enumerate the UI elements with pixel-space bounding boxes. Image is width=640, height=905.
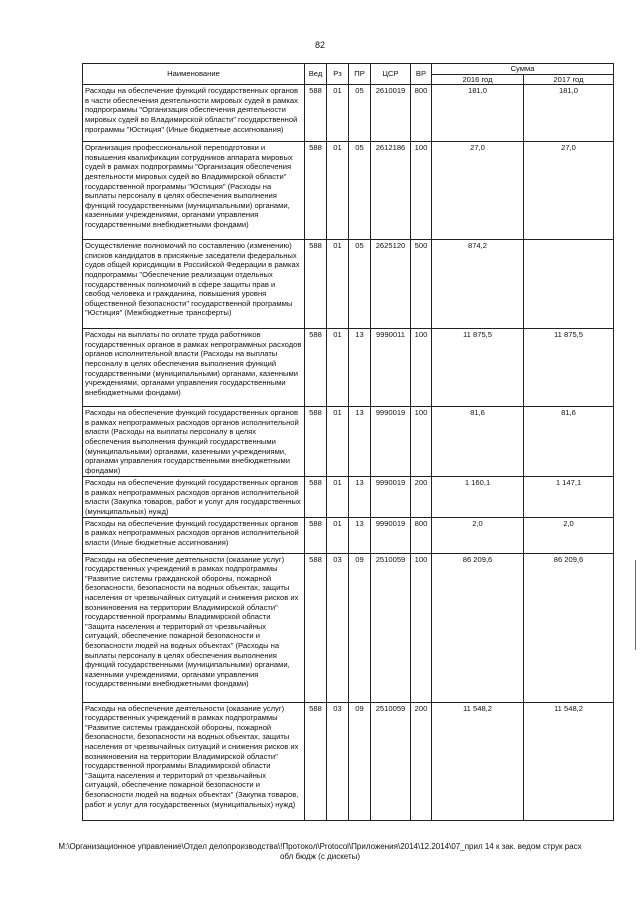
row-rz: 01: [327, 240, 349, 329]
row-rz: 01: [327, 407, 349, 477]
row-amount-2017: 86 209,6: [524, 553, 614, 702]
table-row: [83, 477, 614, 517]
page-number: 82: [314, 40, 325, 50]
row-name: Расходы на обеспечение деятельности (оказание услуг) государственных учреждений в рамках подпрограммы "Развитие системы гражданской обороны, пожарной безопасности, безопасности на водных объектах, защиты населения от чрезвычайных ситуаций и снижения рисков их возникновения на территории Владимирской области" государственной программы Владимирской области "Защита населения и территорий от чрезвычайных ситуаций, обеспечение пожарной безопасности и безопасности людей на водных объектах" (Расходы на выплаты персоналу в целях обеспечения выполнения функций государственными (муниципальными) органами, казенными учреждениями, органами управления государственными внебюджетными фондами): [83, 553, 305, 702]
row-csr: 9990011: [371, 329, 411, 407]
row-name: Расходы на обеспечение функций государственных органов в рамках непрограммных расходов органов исполнительной власти (Иные бюджетные ассигнования): [83, 517, 305, 553]
row-vr: 200: [411, 477, 432, 517]
row-amount-2016: 81,6: [432, 407, 524, 477]
row-amount-2017: 181,0: [524, 85, 614, 142]
row-amount-2016: 1 160,1: [432, 477, 524, 517]
row-vr: 800: [411, 85, 432, 142]
row-csr: 2610019: [371, 85, 411, 142]
row-amount-2016: 181,0: [432, 85, 524, 142]
header-vr: ВР: [411, 64, 432, 85]
row-pr: 09: [349, 702, 371, 820]
table-row: [83, 329, 614, 407]
row-amount-2017: 11 548,2: [524, 702, 614, 820]
row-ved: 588: [305, 329, 327, 407]
row-ved: 588: [305, 407, 327, 477]
header-year-2016: 2016 год: [432, 74, 524, 85]
table-row: [83, 240, 614, 329]
footer-line-1: M:\Организационное управление\Отдел делопроизводства\!Протокол\Protocol\Приложения\2014\12.2014\07_прил 14 к зак. ведом струк расх: [58, 842, 582, 851]
row-csr: 2510059: [371, 553, 411, 702]
row-vr: 100: [411, 142, 432, 240]
row-amount-2017: 2,0: [524, 517, 614, 553]
row-amount-2016: 86 209,6: [432, 553, 524, 702]
row-amount-2016: 27,0: [432, 142, 524, 240]
row-name: Расходы на обеспечение деятельности (оказание услуг) государственных учреждений в рамках подпрограммы "Развитие системы гражданской обороны, пожарной безопасности, безопасности на водных объектах, защиты населения от чрезвычайных ситуаций и снижения рисков их возникновения на территории Владимирской области" государственной программы Владимирской области "Защита населения и территорий от чрезвычайных ситуаций, обеспечение пожарной безопасности и безопасности людей на водных объектах" (Закупка товаров, работ и услуг для государственных (муниципальных) нужд): [83, 702, 305, 820]
row-amount-2016: 11 548,2: [432, 702, 524, 820]
row-pr: 05: [349, 240, 371, 329]
row-pr: 13: [349, 477, 371, 517]
row-ved: 588: [305, 240, 327, 329]
row-name: Расходы на выплаты по оплате труда работников государственных органов в рамках непрограммных расходов органов исполнительной власти (Расходы на выплаты персоналу в целях обеспечения выполнения функций государственными (муниципальными) органами, казенными учреждениями, органами управления государственными внебюджетными фондами): [83, 329, 305, 407]
row-name: Расходы на обеспечение функций государственных органов в части обеспечения деятельности мировых судей в рамках подпрограммы "Организация обеспечения деятельности мировых судей во Владимирской области" государственной программы "Юстиция" (Иные бюджетные ассигнования): [83, 85, 305, 142]
header-rz: Рз: [327, 64, 349, 85]
header-pr: ПР: [349, 64, 371, 85]
header-year-2017: 2017 год: [524, 74, 614, 85]
row-vr: 100: [411, 553, 432, 702]
row-csr: 2510059: [371, 702, 411, 820]
scan-edge-mark: [635, 560, 636, 650]
table-row: [83, 85, 614, 142]
file-path-footer: [40, 842, 600, 862]
table-row: [83, 702, 614, 820]
footer-line-2: обл бюдж (с дискеты): [279, 852, 361, 861]
row-pr: 13: [349, 517, 371, 553]
row-amount-2016: 11 875,5: [432, 329, 524, 407]
row-rz: 03: [327, 702, 349, 820]
row-ved: 588: [305, 702, 327, 820]
row-ved: 588: [305, 477, 327, 517]
row-rz: 01: [327, 477, 349, 517]
row-name: Организация профессиональной переподготовки и повышения квалификации сотрудников аппарата мировых судей в рамках подпрограммы "Организация обеспечения деятельности мировых судей во Владимирской области" государственной программы "Юстиция" (Расходы на выплаты персоналу в целях обеспечения выполнения функций государственными (муниципальными) органами, казенными учреждениями, органами управления государственными внебюджетными фондами): [83, 142, 305, 240]
row-amount-2017: [524, 240, 614, 329]
row-vr: 200: [411, 702, 432, 820]
row-name: Осуществление полномочий по составлению (изменению) списков кандидатов в присяжные заседатели федеральных судов общей юрисдикции в Российской Федерации в рамках подпрограммы "Обеспечение реализации отдельных государственных полномочий в сфере защиты прав и свобод человека и гражданина, повышения уровня общественной безопасности" государственной программы "Юстиция" (Межбюджетные трансферты): [83, 240, 305, 329]
row-amount-2017: 1 147,1: [524, 477, 614, 517]
row-pr: 05: [349, 85, 371, 142]
table-row: [83, 142, 614, 240]
row-ved: 588: [305, 85, 327, 142]
header-name: Наименование: [83, 64, 305, 85]
row-pr: 05: [349, 142, 371, 240]
row-rz: 01: [327, 517, 349, 553]
row-rz: 03: [327, 553, 349, 702]
row-pr: 09: [349, 553, 371, 702]
row-amount-2017: 27,0: [524, 142, 614, 240]
row-csr: 2612186: [371, 142, 411, 240]
row-csr: 2625120: [371, 240, 411, 329]
table-row: [83, 517, 614, 553]
header-ved: Вед: [305, 64, 327, 85]
header-csr: ЦСР: [371, 64, 411, 85]
row-rz: 01: [327, 85, 349, 142]
row-ved: 588: [305, 553, 327, 702]
row-amount-2017: 81,6: [524, 407, 614, 477]
header-sum: Сумма: [432, 64, 614, 75]
row-rz: 01: [327, 329, 349, 407]
row-ved: 588: [305, 517, 327, 553]
row-amount-2016: 2,0: [432, 517, 524, 553]
row-csr: 9990019: [371, 407, 411, 477]
row-rz: 01: [327, 142, 349, 240]
row-vr: 800: [411, 517, 432, 553]
row-vr: 500: [411, 240, 432, 329]
row-pr: 13: [349, 329, 371, 407]
row-name: Расходы на обеспечение функций государственных органов в рамках непрограммных расходов органов исполнительной власти (Расходы на выплаты персоналу в целях обеспечения выполнения функций государственными (муниципальными) органами, казенными учреждениями, органами управления государственными внебюджетными фондами): [83, 407, 305, 477]
row-csr: 9990019: [371, 477, 411, 517]
budget-table: [82, 63, 614, 821]
row-amount-2017: 11 875,5: [524, 329, 614, 407]
table-row: [83, 407, 614, 477]
row-ved: 588: [305, 142, 327, 240]
row-csr: 9990019: [371, 517, 411, 553]
table-row: [83, 553, 614, 702]
row-amount-2016: 874,2: [432, 240, 524, 329]
row-vr: 100: [411, 407, 432, 477]
row-pr: 13: [349, 407, 371, 477]
row-name: Расходы на обеспечение функций государственных органов в рамках непрограммных расходов органов исполнительной власти (Закупка товаров, работ и услуг для государственных (муниципальных) нужд): [83, 477, 305, 517]
row-vr: 100: [411, 329, 432, 407]
